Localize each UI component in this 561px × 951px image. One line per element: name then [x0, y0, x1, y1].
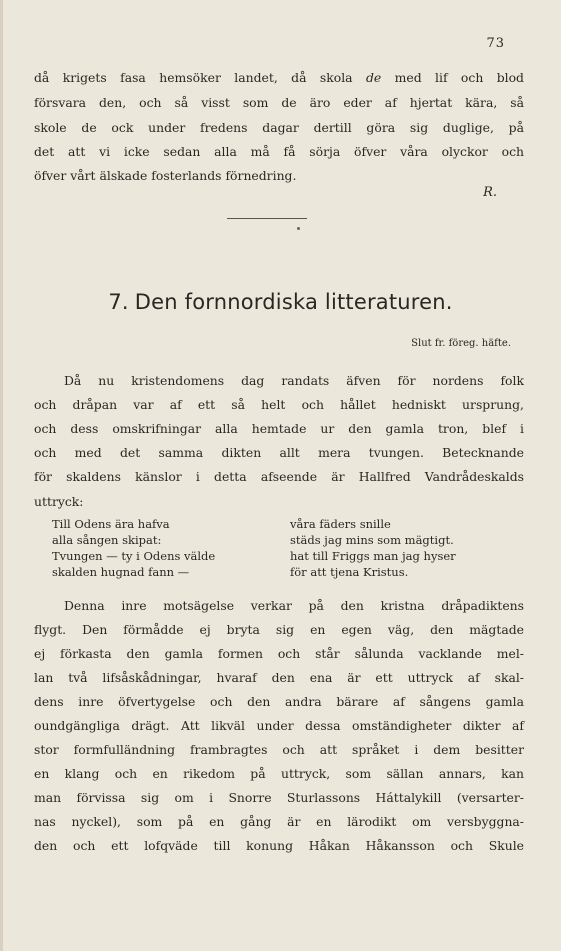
para1-line-4: och med det samma dikten allt mera tvungen. Betecknande [34, 445, 524, 460]
poem-right-line: städs jag mins som mägtigt. [290, 533, 454, 547]
section-title: Den fornnordiska litteraturen. [134, 290, 453, 314]
para2-line-10: nas nyckel), som på en gång är en lärodikt om versbyggna- [34, 814, 524, 829]
para1-line-1: Då nu kristendomens dag randats äfven för nordens folk [64, 373, 524, 388]
continuation-note: Slut fr. föreg. häfte. [411, 338, 511, 349]
poem-left-line: Till Odens ära hafva [52, 517, 170, 531]
intro-line-5: öfver vårt älskade fosterlands förnedring. [34, 168, 297, 183]
poem-left-line: alla sången skipat: [52, 533, 162, 547]
poem-left-column [52, 516, 215, 580]
intro-line-2: försvara den, och så visst som de äro eder af hjertat kära, så [34, 95, 524, 110]
para1-line-3: och dess omskrifningar alla hemtade ur den gamla tron, blef i [34, 421, 524, 436]
para2-line-8: en klang och en rikedom på uttryck, som sällan annars, kan [34, 766, 524, 781]
para1-line-2: och dråpan var af ett så helt och hållet hedniskt ursprung, [34, 397, 524, 412]
section-heading [0, 290, 561, 314]
page-number: 73 [486, 36, 505, 51]
para1-line-6: uttryck: [34, 494, 84, 509]
section-number: 7. [108, 290, 129, 314]
poem-right-line: för att tjena Kristus. [290, 565, 409, 579]
para2-line-2: flygt. Den förmådde ej bryta sig en egen väg, den mägtade [34, 622, 524, 637]
page-gutter-shadow [0, 0, 3, 951]
para2-line-7: stor formfulländning frambragtes och att språket i dem besitter [34, 742, 524, 757]
para2-line-6: oundgängliga drägt. Att likväl under dessa omständigheter dikter af [34, 718, 524, 733]
para2-line-3: ej förkasta den gamla formen och står sålunda vacklande mel- [34, 646, 524, 661]
poem-right-column [290, 516, 456, 580]
poem-right-line: hat till Friggs man jag hyser [290, 549, 456, 563]
para2-line-5: dens inre öfvertygelse och den andra bärare af sångens gamla [34, 694, 524, 709]
intro-line-3: skole de ock under fredens dagar dertill göra sig duglige, på [34, 120, 524, 135]
poem-right-line: våra fäders snille [290, 517, 391, 531]
para2-line-1: Denna inre motsägelse verkar på den kristna dråpadiktens [64, 598, 524, 613]
para1-line-5: för skaldens känslor i detta afseende är Hallfred Vandrådeskalds [34, 469, 524, 484]
intro-line-1: då krigets fasa hemsöker landet, då skola de med lif och blod [34, 70, 524, 85]
para2-line-4: lan två lifsåskådningar, hvaraf den ena är ett uttryck af skal- [34, 670, 524, 685]
section-divider [227, 218, 307, 219]
poem-left-line: skalden hugnad fann — [52, 565, 190, 579]
signature: R. [483, 185, 497, 200]
divider-dot [297, 227, 300, 230]
intro-line-4: det att vi icke sedan alla må få sörja öfver våra olyckor och [34, 144, 524, 159]
poem-left-line: Tvungen — ty i Odens välde [52, 549, 216, 563]
para2-line-11: den och ett lofqväde till konung Håkan Håkansson och Skule [34, 838, 524, 853]
para2-line-9: man förvissa sig om i Snorre Sturlassons Háttalykill (versarter- [34, 790, 524, 805]
